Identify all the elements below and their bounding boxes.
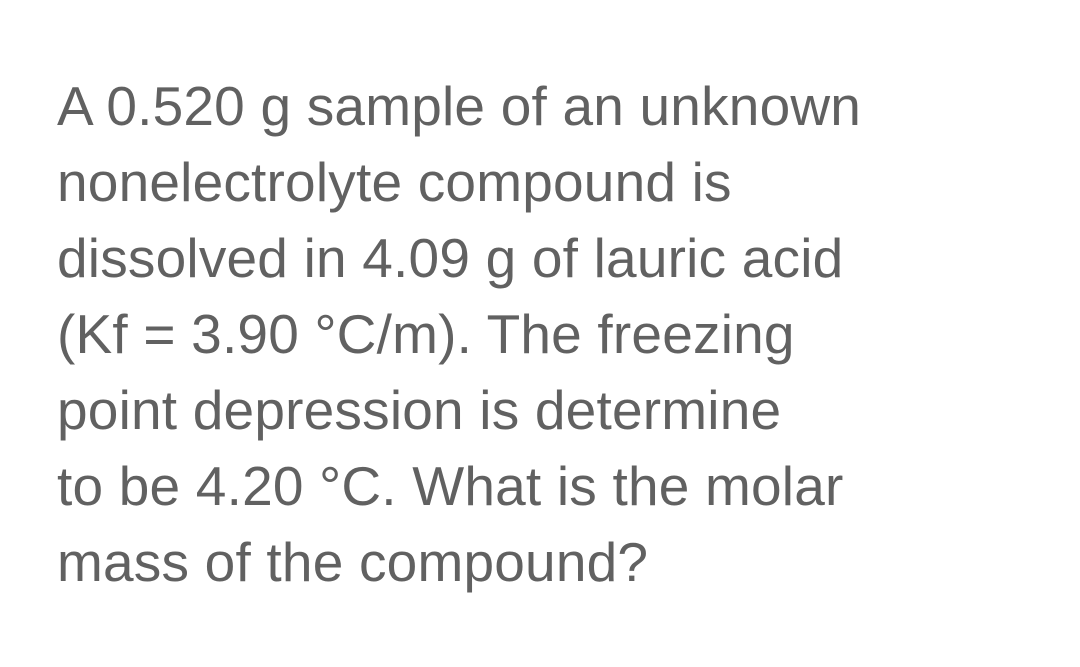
question-line: nonelectrolyte compound is [57,151,732,213]
question-line: mass of the compound? [57,531,649,593]
question-line: A 0.520 g sample of an unknown [57,75,862,137]
question-line: point depression is determine [57,379,782,441]
question-line: to be 4.20 °C. What is the molar [57,455,844,517]
question-line: dissolved in 4.09 g of lauric acid [57,227,844,289]
question-text [57,68,1057,600]
question-line: (Kf = 3.90 °C/m). The freezing [57,303,795,365]
